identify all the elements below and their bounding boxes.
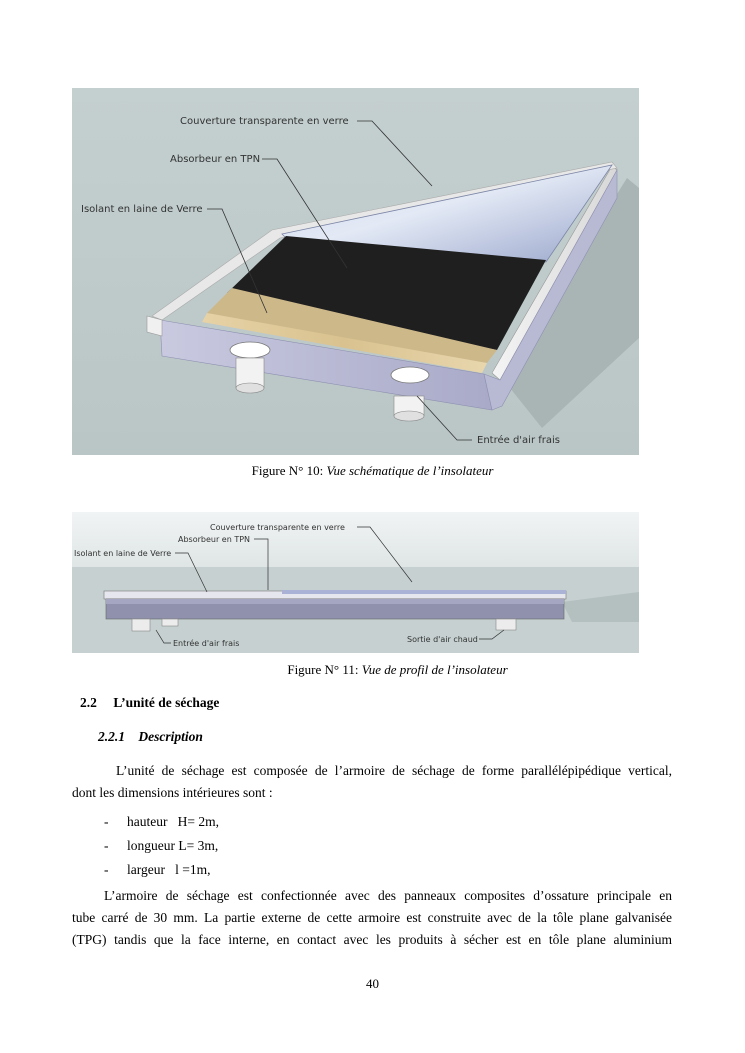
list-text: largeur l =1m, <box>127 862 211 877</box>
air-hole <box>391 367 429 383</box>
section-title: L’unité de séchage <box>113 695 220 710</box>
paragraph-1 <box>72 760 672 804</box>
support-leg <box>162 619 178 626</box>
list-bullet: - <box>104 814 109 829</box>
label-insulation: Isolant en laine de Verre <box>74 549 172 558</box>
caption-title: Vue schématique de l’insolateur <box>326 463 494 478</box>
label-glass-cover: Couverture transparente en verre <box>210 523 345 532</box>
caption-prefix: Figure N° 10: <box>251 463 327 478</box>
label-insulation: Isolant en laine de Verre <box>81 204 203 215</box>
air-hole <box>230 342 270 358</box>
page-number: 40 <box>366 976 379 991</box>
figure-10-image <box>72 88 639 455</box>
section-number: 2.2 <box>80 695 97 710</box>
list-text: longueur L= 3m, <box>127 838 219 853</box>
list-bullet: - <box>104 862 109 877</box>
caption-prefix: Figure N° 11: <box>287 662 362 677</box>
text-line: L’unité de séchage est composée de l’armoire de séchage de forme parallélépipédique vertical, <box>116 763 672 778</box>
text-line: (TPG) tandis que la face interne, en contact avec les produits à sécher est en tôle plane aluminium <box>72 932 672 947</box>
subsection-heading <box>98 729 203 745</box>
section-heading <box>80 695 219 711</box>
text-line: dont les dimensions intérieures sont : <box>72 785 273 800</box>
text-line: tube carré de 30 mm. La partie externe de cette armoire est construite avec de la tôle plane galvanisée <box>72 910 672 925</box>
subsection-number: 2.2.1 <box>98 729 125 744</box>
list-text: hauteur H= 2m, <box>127 814 219 829</box>
figure-10-caption <box>0 463 745 479</box>
support-leg <box>496 619 516 630</box>
label-absorber: Absorbeur en TPN <box>170 154 261 165</box>
label-glass-cover: Couverture transparente en verre <box>180 116 349 127</box>
list-bullet: - <box>104 838 109 853</box>
text-line: L’armoire de séchage est confectionnée avec des panneaux composites d’ossature principale en <box>104 888 672 903</box>
paragraph-2 <box>72 885 672 951</box>
label-air-inlet: Entrée d'air frais <box>477 435 560 446</box>
caption-title: Vue de profil de l’insolateur <box>361 662 508 677</box>
label-absorber: Absorbeur en TPN <box>178 535 251 544</box>
label-air-inlet: Entrée d'air frais <box>173 639 240 648</box>
glass-cover <box>282 590 566 594</box>
support-leg <box>132 619 150 631</box>
figure-11-image <box>72 512 639 653</box>
subsection-title: Description <box>138 729 203 744</box>
figure-11-caption <box>0 662 745 678</box>
label-air-outlet: Sortie d'air chaud <box>407 635 478 644</box>
